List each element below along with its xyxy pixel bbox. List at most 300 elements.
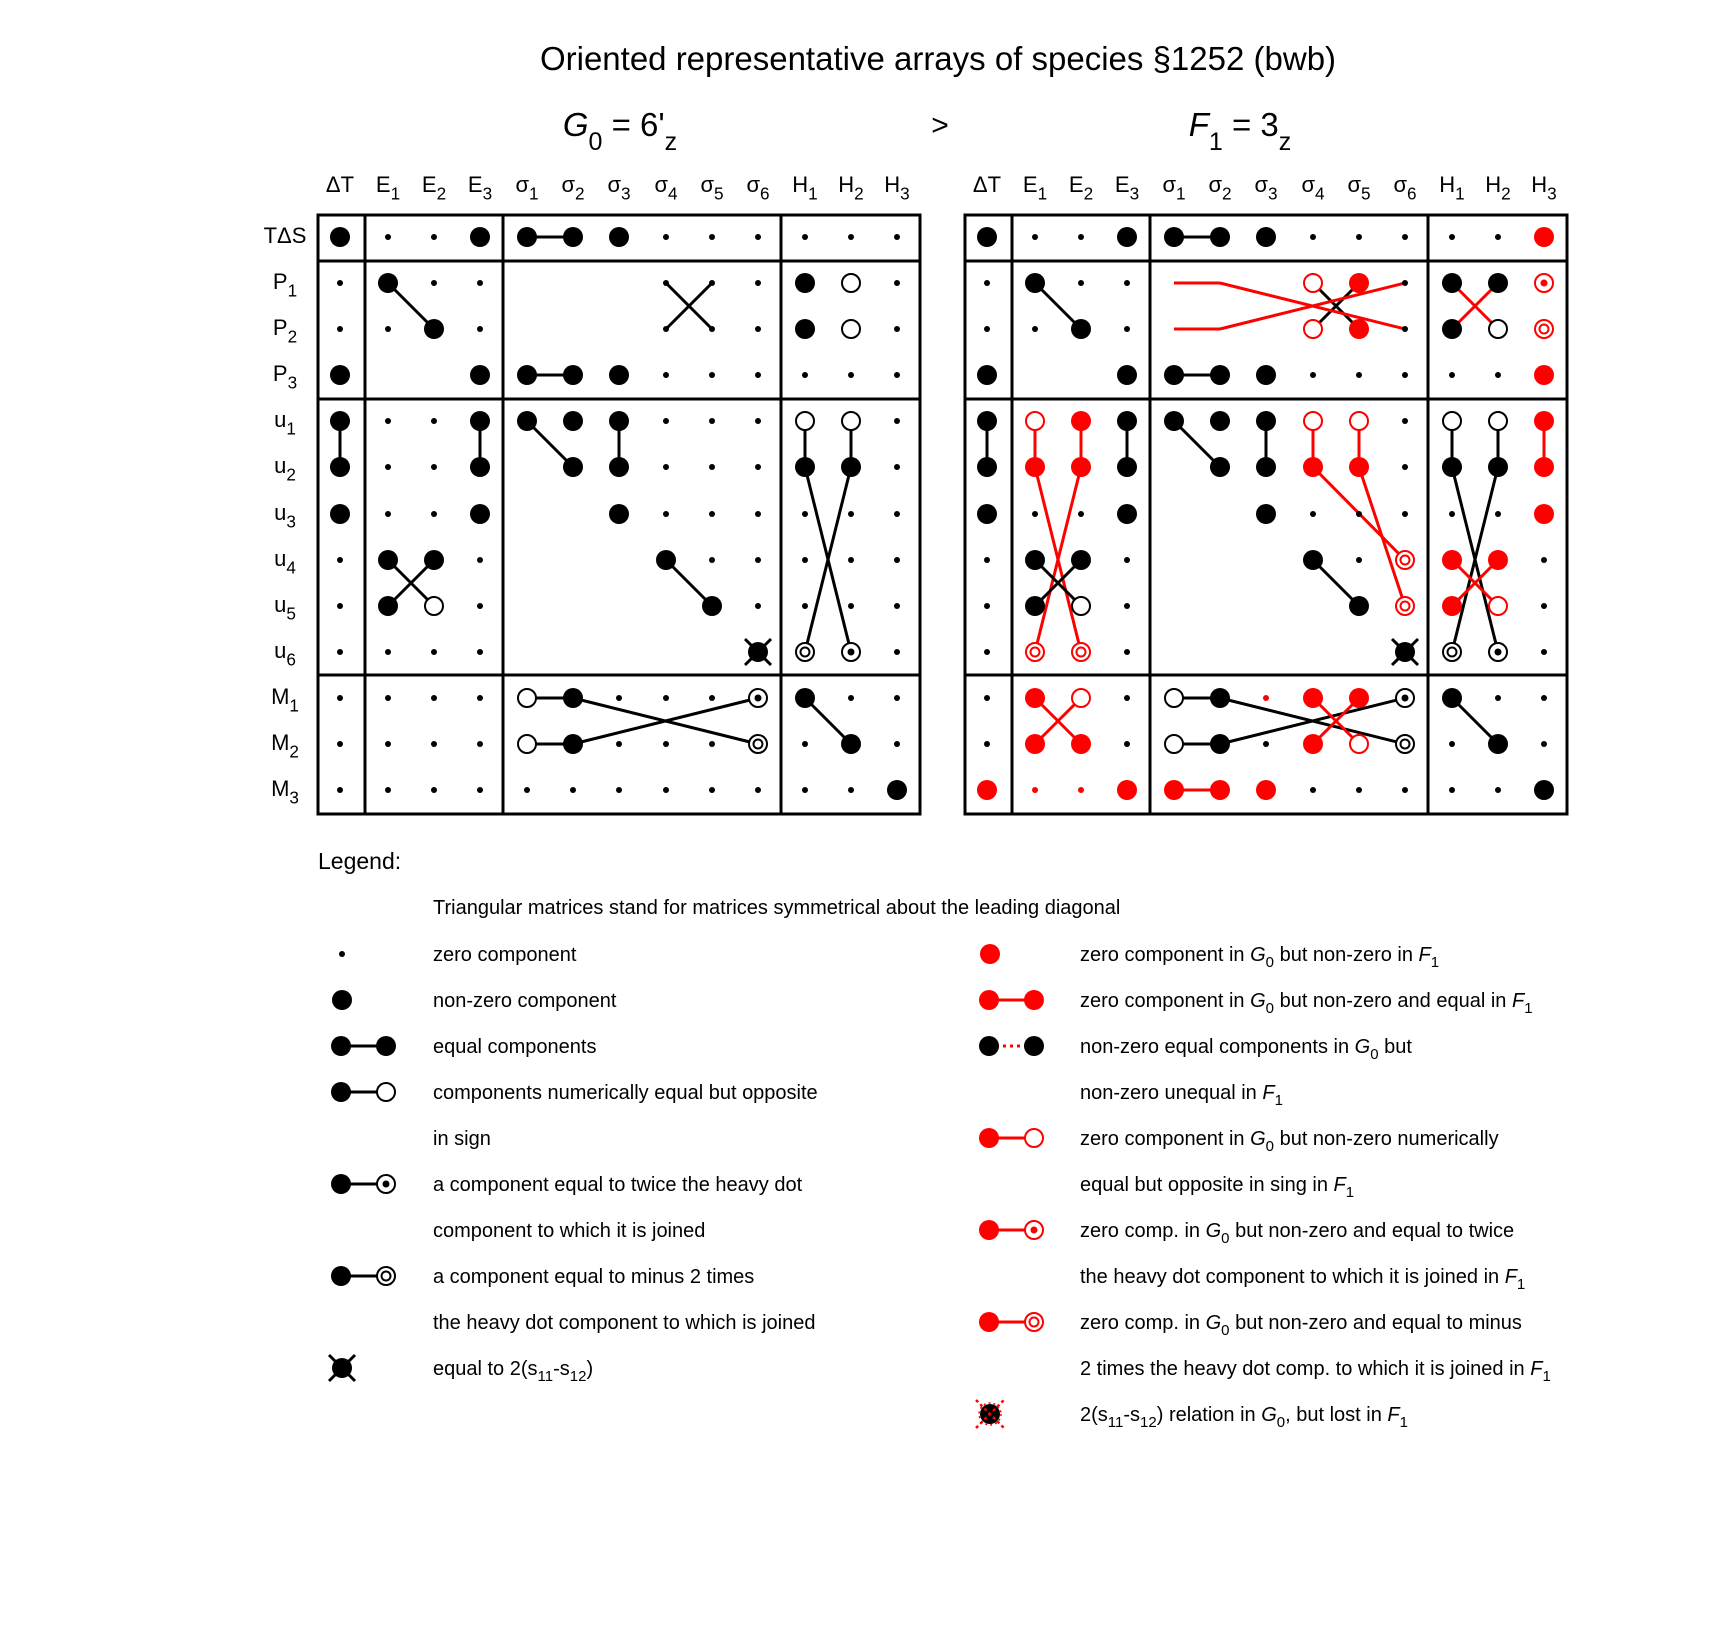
cell-r1-c8-nonzero: [1349, 273, 1369, 293]
cell-r10-c6-zero: [1263, 695, 1269, 701]
cell-r1-c7-zero: [663, 280, 669, 286]
cell-r1-c3-zero: [477, 280, 483, 286]
column-label-6-main: σ: [607, 172, 622, 197]
cell-r10-c9-twice: [1396, 689, 1414, 707]
group-header-0: [563, 106, 677, 156]
cell-r6-c6-nonzero: [609, 504, 629, 524]
cell-r12-c10-zero: [1449, 787, 1455, 793]
cell-r6-c10-zero: [802, 511, 808, 517]
row-label-2-sub: 2: [287, 326, 298, 347]
column-label-11-main: H: [1485, 172, 1502, 197]
cell-r2-c2-nonzero: [424, 319, 444, 339]
legend-note: Triangular matrices stand for matrices symmetrical about the leading diagonal: [433, 897, 1121, 919]
cell-r12-c12-nonzero: [887, 780, 907, 800]
row-label-0-main: TΔS: [263, 223, 307, 248]
cell-r5-c7-nonzero: [1303, 457, 1323, 477]
legend-dot: [979, 990, 999, 1010]
row-label-7-sub: 4: [286, 557, 296, 578]
cell-r7-c9-zero: [755, 557, 761, 563]
cell-r8-c9-zero: [755, 603, 761, 609]
cell-r11-c12-zero: [894, 741, 900, 747]
cell-r4-c1-zero: [385, 418, 391, 424]
row-label-10: [271, 684, 299, 716]
cell-r9-c10-minus2: [1443, 643, 1461, 661]
cell-r8-c12-zero: [1541, 603, 1547, 609]
cell-r6-c10-zero: [1449, 511, 1455, 517]
cell-r4-c8-opposite: [1350, 412, 1368, 430]
cell-r12-c12-nonzero: [1534, 780, 1554, 800]
column-label-9: [746, 172, 769, 204]
group-symbol-sub: 1: [1208, 128, 1223, 156]
column-label-3-sub: 3: [1129, 183, 1140, 204]
column-label-7-main: σ: [1301, 172, 1316, 197]
legend-symbol-equal: [331, 1036, 396, 1056]
cell-r4-c0-nonzero: [330, 411, 350, 431]
column-label-11-main: H: [838, 172, 855, 197]
cell-r10-c5-nonzero: [563, 688, 583, 708]
cell-r2-c0-zero: [337, 326, 343, 332]
cell-r9-c2-zero: [431, 649, 437, 655]
cell-r11-c9-minus2: [1396, 735, 1414, 753]
legend-title: Legend:: [318, 848, 402, 874]
legend-minus2: [377, 1267, 395, 1285]
column-label-3-sub: 3: [482, 183, 493, 204]
cell-r11-c11-nonzero: [841, 734, 861, 754]
cell-r10-c0-zero: [337, 695, 343, 701]
legend-symbol-k-dotted: [979, 1036, 1044, 1056]
component-links: [340, 237, 851, 744]
cell-r2-c11-opposite: [842, 320, 860, 338]
cell-r5-c5-nonzero: [563, 457, 583, 477]
cell-r11-c4-opposite: [518, 735, 536, 753]
legend-symbol-zero: [339, 951, 345, 957]
cell-r11-c0-zero: [337, 741, 343, 747]
cell-r0-c9-zero: [1402, 234, 1408, 240]
cell-r1-c10-nonzero: [795, 273, 815, 293]
cell-r2-c1-zero: [385, 326, 391, 332]
column-label-2: [1069, 172, 1093, 204]
row-label-2: [273, 315, 297, 347]
column-label-8-sub: 5: [1361, 183, 1371, 204]
cell-r9-c3-zero: [1124, 649, 1130, 655]
cell-r3-c4-nonzero: [517, 365, 537, 385]
cell-r10-c4-opposite: [1165, 689, 1183, 707]
cell-r11-c1-zero: [385, 741, 391, 747]
cell-r2-c2-nonzero: [1071, 319, 1091, 339]
cell-r4-c6-nonzero: [609, 411, 629, 431]
column-label-10: [792, 172, 817, 204]
cell-r10-c5-nonzero: [1210, 688, 1230, 708]
column-label-6-main: σ: [1254, 172, 1269, 197]
cell-r11-c7-zero: [663, 741, 669, 747]
group-symbol: G: [562, 106, 589, 143]
cell-r5-c7-zero: [663, 464, 669, 470]
row-label-9: [274, 638, 296, 670]
column-label-4-main: σ: [515, 172, 530, 197]
group-value: 6': [640, 106, 665, 143]
cell-r7-c8-zero: [1356, 557, 1362, 563]
cell-r4-c3-nonzero: [470, 411, 490, 431]
cell-r2-c11-opposite: [1489, 320, 1507, 338]
diagram-title: Oriented representative arrays of species §1252 (bwb): [539, 40, 1337, 77]
cell-r5-c2-nonzero: [1071, 457, 1091, 477]
cell-r10-c2-opposite: [1072, 689, 1090, 707]
cell-r0-c4-nonzero: [517, 227, 537, 247]
cell-r12-c7-zero: [663, 787, 669, 793]
column-label-4: [515, 172, 538, 204]
row-label-11-main: M: [271, 730, 290, 755]
cell-r3-c9-zero: [1402, 372, 1408, 378]
cell-r3-c11-zero: [848, 372, 854, 378]
cell-r10-c2-zero: [431, 695, 437, 701]
cell-r8-c10-nonzero: [1442, 596, 1462, 616]
cell-r4-c6-nonzero: [1256, 411, 1276, 431]
cell-r1-c2-zero: [1078, 280, 1084, 286]
cell-r11-c7-nonzero: [1303, 734, 1323, 754]
cell-r12-c8-zero: [1356, 787, 1362, 793]
column-label-4-sub: 1: [529, 183, 539, 204]
cell-r12-c11-zero: [848, 787, 854, 793]
cell-r5-c9-zero: [755, 464, 761, 470]
row-label-6: [274, 500, 296, 532]
cell-r3-c3-nonzero: [1117, 365, 1137, 385]
cell-r4-c0-nonzero: [977, 411, 997, 431]
cell-r11-c2-nonzero: [1071, 734, 1091, 754]
cell-r12-c8-zero: [709, 787, 715, 793]
cell-r4-c10-opposite: [1443, 412, 1461, 430]
cell-r7-c3-zero: [477, 557, 483, 563]
cell-r2-c8-nonzero: [1349, 319, 1369, 339]
column-label-10-sub: 1: [808, 183, 818, 204]
row-label-1-sub: 1: [287, 280, 298, 301]
cell-r5-c9-zero: [1402, 464, 1408, 470]
legend-dot: [1024, 990, 1044, 1010]
column-label-0: [326, 172, 354, 197]
cell-r8-c9-minus2: [1396, 597, 1414, 615]
cell-r11-c3-zero: [1124, 741, 1130, 747]
cell-r5-c10-nonzero: [1442, 457, 1462, 477]
matrix-g0: [318, 106, 920, 814]
cell-r5-c6-nonzero: [609, 457, 629, 477]
cell-r4-c11-opposite: [1489, 412, 1507, 430]
cell-r9-c12-zero: [894, 649, 900, 655]
group-value: 3: [1260, 106, 1279, 143]
cell-r2-c10-nonzero: [1442, 319, 1462, 339]
legend-left-0-line-0: zero component: [433, 944, 577, 966]
row-label-5-sub: 2: [286, 464, 296, 485]
cell-r9-c3-zero: [477, 649, 483, 655]
cell-r3-c10-zero: [802, 372, 808, 378]
cell-r9-c0-zero: [984, 649, 990, 655]
cell-r0-c7-zero: [663, 234, 669, 240]
cell-r4-c9-zero: [755, 418, 761, 424]
column-label-8-main: σ: [1347, 172, 1362, 197]
row-label-3-main: P: [272, 361, 288, 386]
cell-r0-c6-nonzero: [609, 227, 629, 247]
row-label-10-main: M: [271, 684, 290, 709]
column-label-6-sub: 3: [621, 183, 631, 204]
cell-r3-c6-nonzero: [1256, 365, 1276, 385]
cell-r12-c9-zero: [755, 787, 761, 793]
cell-r4-c3-nonzero: [1117, 411, 1137, 431]
row-label-8: [274, 592, 296, 624]
legend-twice: [1025, 1221, 1043, 1239]
cell-r6-c0-nonzero: [330, 504, 350, 524]
cell-r8-c0-zero: [337, 603, 343, 609]
column-label-11-sub: 2: [1501, 183, 1511, 204]
column-label-4: [1162, 172, 1185, 204]
cell-r12-c0-zero: [337, 787, 343, 793]
cell-r12-c11-zero: [1495, 787, 1501, 793]
column-label-0-main: ΔT: [972, 172, 1002, 197]
cell-r4-c4-nonzero: [517, 411, 537, 431]
cell-r11-c9-minus2: [749, 735, 767, 753]
cell-r11-c8-opposite: [1350, 735, 1368, 753]
cell-r10-c8-nonzero: [1349, 688, 1369, 708]
column-label-5-sub: 2: [1222, 183, 1232, 204]
column-label-1: [1023, 172, 1047, 204]
cell-r7-c12-zero: [894, 557, 900, 563]
legend-symbol-opposite: [331, 1082, 395, 1102]
legend-symbol-r-dot: [980, 944, 1000, 964]
cell-r7-c2-nonzero: [1071, 550, 1091, 570]
cell-r10-c9-twice: [749, 689, 767, 707]
cell-r5-c3-nonzero: [470, 457, 490, 477]
cell-r6-c3-nonzero: [470, 504, 490, 524]
column-label-10-main: H: [792, 172, 809, 197]
cell-r10-c6-zero: [616, 695, 622, 701]
cell-r0-c11-zero: [1495, 234, 1501, 240]
legend: [318, 848, 1551, 1431]
row-label-3-sub: 3: [287, 372, 298, 393]
cell-r12-c4-zero: [524, 787, 530, 793]
row-label-0: [264, 223, 307, 248]
cell-r10-c12-zero: [894, 695, 900, 701]
cell-r0-c3-nonzero: [470, 227, 490, 247]
cell-r7-c11-zero: [848, 557, 854, 563]
cell-r6-c3-nonzero: [1117, 504, 1137, 524]
cell-r0-c8-zero: [709, 234, 715, 240]
cell-r5-c1-nonzero: [1025, 457, 1045, 477]
cell-r12-c1-zero: [385, 787, 391, 793]
cell-r12-c5-nonzero: [1210, 780, 1230, 800]
cell-r2-c3-zero: [1124, 326, 1130, 332]
cell-r0-c8-zero: [1356, 234, 1362, 240]
column-label-2-sub: 2: [1083, 183, 1094, 204]
group-value-sub: z: [1278, 128, 1292, 156]
cell-r0-c1-zero: [385, 234, 391, 240]
legend-left-3-line-1: in sign: [433, 1128, 491, 1150]
cell-r0-c12-nonzero: [1534, 227, 1554, 247]
cell-r7-c11-nonzero: [1488, 550, 1508, 570]
row-label-6-main: u: [274, 500, 287, 525]
cell-r12-c3-nonzero: [1117, 780, 1137, 800]
cell-r1-c2-zero: [431, 280, 437, 286]
legend-left-3-line-0: components numerically equal but opposite: [433, 1082, 818, 1104]
cell-r6-c6-nonzero: [1256, 504, 1276, 524]
cell-r3-c7-zero: [1310, 372, 1316, 378]
cell-r2-c7-opposite: [1304, 320, 1322, 338]
row-label-10-sub: 1: [289, 695, 299, 716]
column-label-12-sub: 3: [900, 183, 910, 204]
cell-r4-c1-opposite: [1026, 412, 1044, 430]
column-label-8-sub: 5: [714, 183, 724, 204]
column-label-1: [376, 172, 400, 204]
row-label-8-main: u: [274, 592, 287, 617]
column-label-11: [1485, 172, 1510, 204]
cell-r11-c6-zero: [1263, 741, 1269, 747]
cell-r8-c2-opposite: [425, 597, 443, 615]
cell-r0-c10-zero: [1449, 234, 1455, 240]
column-label-10-main: H: [1439, 172, 1456, 197]
cell-r8-c2-opposite: [1072, 597, 1090, 615]
cell-r6-c8-zero: [1356, 511, 1362, 517]
group-equals: =: [602, 106, 641, 143]
cell-r0-c0-nonzero: [977, 227, 997, 247]
cell-r8-c8-nonzero: [1349, 596, 1369, 616]
cell-r6-c11-zero: [1495, 511, 1501, 517]
cell-r10-c1-nonzero: [1025, 688, 1045, 708]
cell-r10-c0-zero: [984, 695, 990, 701]
legend-dot: [979, 1312, 999, 1332]
cell-r1-c7-opposite: [1304, 274, 1322, 292]
legend-symbol-cross: [329, 1355, 355, 1381]
column-label-5-main: σ: [561, 172, 576, 197]
cell-r1-c10-nonzero: [1442, 273, 1462, 293]
legend-open: [377, 1083, 395, 1101]
cell-r6-c12-zero: [894, 511, 900, 517]
cell-r2-c9-zero: [755, 326, 761, 332]
cell-r2-c0-zero: [984, 326, 990, 332]
legend-dot: [331, 1174, 351, 1194]
cell-r7-c1-nonzero: [1025, 550, 1045, 570]
column-label-7-sub: 4: [1315, 183, 1325, 204]
cell-r6-c11-zero: [848, 511, 854, 517]
legend-symbol-r-equal: [979, 990, 1044, 1010]
column-label-3: [1115, 172, 1139, 204]
cell-r8-c11-opposite: [1489, 597, 1507, 615]
cell-r5-c6-nonzero: [1256, 457, 1276, 477]
cell-r6-c12-nonzero: [1534, 504, 1554, 524]
column-label-2-sub: 2: [436, 183, 447, 204]
column-label-10-sub: 1: [1455, 183, 1465, 204]
column-label-3: [468, 172, 492, 204]
cell-r7-c3-zero: [1124, 557, 1130, 563]
cell-r4-c2-nonzero: [1071, 411, 1091, 431]
cell-r3-c8-zero: [1356, 372, 1362, 378]
legend-right-1-line-0: zero component in $G_0$ but non-zero and equal in $F_1$: [1080, 990, 1533, 1017]
cell-r8-c8-nonzero: [702, 596, 722, 616]
column-label-8: [700, 172, 723, 204]
cell-r5-c12-zero: [894, 464, 900, 470]
column-label-12-main: H: [1531, 172, 1548, 197]
cell-r3-c12-nonzero: [1534, 365, 1554, 385]
cell-r4-c12-nonzero: [1534, 411, 1554, 431]
cell-r12-c6-nonzero: [1256, 780, 1276, 800]
row-label-11: [271, 730, 299, 762]
legend-right-0-line-0: zero component in $G_0$ but non-zero in $F_1$: [1080, 944, 1440, 971]
cell-r10-c12-zero: [1541, 695, 1547, 701]
cell-r9-c12-zero: [1541, 649, 1547, 655]
cell-r10-c8-zero: [709, 695, 715, 701]
cell-r7-c0-zero: [337, 557, 343, 563]
cell-r5-c8-zero: [709, 464, 715, 470]
column-label-1-sub: 1: [1037, 183, 1048, 204]
cell-r5-c12-nonzero: [1534, 457, 1554, 477]
legend-left-5-line-0: a component equal to minus 2 times: [433, 1266, 755, 1288]
column-label-2-main: E: [1068, 172, 1084, 197]
cell-r9-c10-minus2: [796, 643, 814, 661]
cell-r3-c3-nonzero: [470, 365, 490, 385]
column-label-3-main: E: [467, 172, 483, 197]
column-label-1-main: E: [375, 172, 391, 197]
cell-r2-c3-zero: [477, 326, 483, 332]
cell-r7-c0-zero: [984, 557, 990, 563]
column-label-12: [884, 172, 909, 204]
cell-r3-c12-zero: [894, 372, 900, 378]
column-label-1-main: E: [1022, 172, 1038, 197]
cell-r0-c2-zero: [1078, 234, 1084, 240]
cell-r10-c3-zero: [1124, 695, 1130, 701]
row-label-4: [274, 407, 296, 439]
cell-r9-c1-zero: [385, 649, 391, 655]
legend-left-5-line-1: the heavy dot component to which is joined: [433, 1312, 816, 1334]
cell-r12-c3-zero: [477, 787, 483, 793]
cell-r6-c8-zero: [709, 511, 715, 517]
cell-r8-c3-zero: [1124, 603, 1130, 609]
column-label-7: [654, 172, 678, 204]
cell-r7-c12-zero: [1541, 557, 1547, 563]
cell-r6-c7-zero: [1310, 511, 1316, 517]
cell-r9-c2-minus2: [1072, 643, 1090, 661]
cell-r5-c11-nonzero: [841, 457, 861, 477]
row-label-9-sub: 6: [286, 649, 296, 670]
cell-r0-c5-nonzero: [1210, 227, 1230, 247]
cell-r12-c1-zero: [1032, 787, 1038, 793]
cell-r7-c10-zero: [802, 557, 808, 563]
cell-r0-c2-zero: [431, 234, 437, 240]
cell-r8-c0-zero: [984, 603, 990, 609]
cell-r10-c11-zero: [848, 695, 854, 701]
column-label-11: [838, 172, 863, 204]
cell-r0-c11-zero: [848, 234, 854, 240]
cell-r11-c1-nonzero: [1025, 734, 1045, 754]
cell-r1-c11-opposite: [842, 274, 860, 292]
legend-symbol-twice: [331, 1174, 395, 1194]
cell-r12-c5-zero: [570, 787, 576, 793]
row-label-4-sub: 1: [286, 418, 296, 439]
column-label-6: [1254, 172, 1277, 204]
cell-r5-c0-nonzero: [330, 457, 350, 477]
cell-r2-c1-zero: [1032, 326, 1038, 332]
row-label-1-main: P: [272, 269, 288, 294]
cell-r10-c10-nonzero: [1442, 688, 1462, 708]
cell-r0-c12-zero: [894, 234, 900, 240]
legend-left-6-line-0: equal to $2(s_{11}-s_{12})$: [433, 1358, 594, 1385]
cell-r7-c10-nonzero: [1442, 550, 1462, 570]
cell-r3-c6-nonzero: [609, 365, 629, 385]
row-label-11-sub: 2: [289, 741, 299, 762]
cell-r5-c10-nonzero: [795, 457, 815, 477]
cell-r1-c9-zero: [1402, 280, 1408, 286]
column-label-5: [1208, 172, 1231, 204]
cell-r2-c7-zero: [663, 326, 669, 332]
cell-r4-c4-nonzero: [1164, 411, 1184, 431]
legend-minus2: [1025, 1313, 1043, 1331]
column-label-7-sub: 4: [668, 183, 678, 204]
cell-r0-c9-zero: [755, 234, 761, 240]
cell-r0-c0-nonzero: [330, 227, 350, 247]
